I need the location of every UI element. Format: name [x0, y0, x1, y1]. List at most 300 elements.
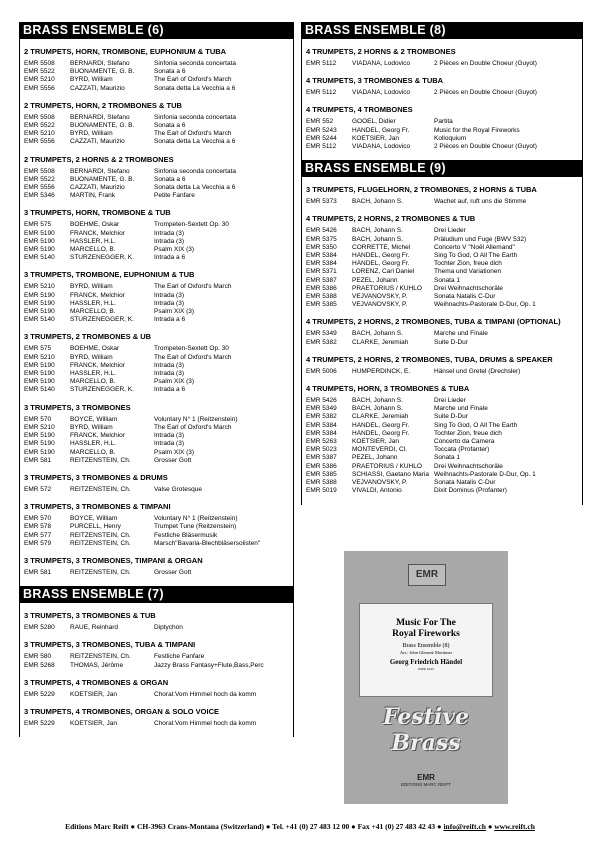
- work-title: Hänsel und Gretel (Drechsler): [434, 367, 521, 375]
- composer-name: MARCELLO, B.: [70, 448, 116, 456]
- composer-name: VIADANA, Lodovico: [352, 143, 411, 151]
- right-column: [301, 22, 583, 505]
- work-title: Wachet auf, ruft uns die Stimme: [434, 198, 527, 206]
- work-title: Intrada (3): [154, 291, 184, 299]
- section-title: 3 TRUMPETS, 3 TROMBONES & DRUMS: [24, 472, 168, 482]
- catalog-number: EMR 5556: [24, 84, 55, 92]
- catalog-number: EMR 5019: [306, 487, 337, 495]
- catalog-row: [24, 176, 289, 184]
- catalog-row: [24, 283, 289, 291]
- work-title: The Earl of Oxford's March: [154, 353, 232, 361]
- catalog-row: [24, 114, 289, 122]
- catalog-number: EMR 5210: [24, 130, 55, 138]
- catalog-number: EMR 570: [24, 515, 52, 523]
- cover-series-2: Brass: [391, 730, 461, 756]
- instrumentation-section: [20, 47, 293, 93]
- catalog-number: EMR 579: [24, 539, 52, 547]
- catalog-row: [24, 85, 289, 93]
- composer-name: BERNARDI, Stefano: [70, 60, 130, 67]
- composer-name: HÄNDEL, Georg Fr.: [352, 429, 410, 437]
- catalog-row: [306, 285, 578, 293]
- instrumentation-section: [20, 502, 293, 548]
- catalog-row: [24, 424, 289, 432]
- section-title: 3 TRUMPETS, 3 TROMBONES, TIMPANI & ORGAN: [24, 555, 203, 565]
- work-title: Diptychon: [154, 624, 183, 632]
- composer-name: GOOEL, Didier: [352, 118, 396, 126]
- catalog-row: [24, 308, 289, 316]
- composer-name: BOYCE, William: [70, 415, 118, 423]
- catalog-number: EMR 572: [24, 485, 52, 493]
- work-title: Intrada (3): [154, 361, 184, 369]
- catalog-row: [306, 405, 578, 413]
- catalog-number: EMR 5385: [306, 470, 337, 478]
- composer-name: REITZENSTEIN, Ch.: [70, 568, 131, 576]
- catalog-number: EMR 570: [24, 415, 52, 423]
- catalog-row: [306, 198, 578, 206]
- instrumentation-section: [302, 185, 582, 206]
- composer-name: STURZENEGGER, K.: [70, 386, 134, 394]
- composer-name: BYRD, William: [70, 353, 113, 361]
- footer: [0, 822, 600, 831]
- catalog-number: EMR 5556: [24, 184, 55, 192]
- composer-name: REITZENSTEIN, Ch.: [70, 539, 131, 547]
- instrumentation-section: [20, 707, 293, 728]
- catalog-row: [306, 430, 578, 438]
- catalog-number: EMR 5385: [306, 301, 337, 309]
- catalog-number: EMR 5190: [24, 299, 55, 307]
- cover-publisher-logo: [396, 773, 456, 787]
- catalog-number: EMR 5190: [24, 246, 55, 254]
- catalog-number: EMR 5349: [306, 405, 337, 413]
- cover-title-2: Royal Fireworks: [392, 629, 460, 639]
- work-title: Sonata detta La Vecchia a 6: [154, 184, 236, 192]
- section-title: 4 TRUMPETS, 2 HORNS, 2 TROMBONES, TUBA, DRUMS & SPEAKER: [306, 354, 553, 364]
- catalog-number: EMR 5210: [24, 283, 55, 291]
- cover-arranger: Arr.: John Glenesk Mortimer: [399, 650, 453, 655]
- catalog-row: [24, 624, 289, 632]
- composer-name: BACH, Johann S.: [352, 330, 403, 338]
- section-title: 3 TRUMPETS, 4 TROMBONES & ORGAN: [24, 677, 169, 687]
- section-title: 3 TRUMPETS, 3 TROMBONES & TUB: [24, 611, 156, 621]
- catalog-row: [24, 449, 289, 457]
- work-title: 2 Pièces en Double Choeur (Guyot): [434, 143, 537, 151]
- work-title: 2 Pièces en Double Choeur (Guyot): [434, 60, 537, 67]
- work-title: Sonata 1: [434, 454, 461, 462]
- ensemble-header: BRASS ENSEMBLE (7): [19, 586, 294, 603]
- catalog-row: [306, 118, 578, 126]
- work-title: Trompeten-Sextett Op. 30: [154, 345, 229, 353]
- section-title: 3 TRUMPETS, 3 TROMBONES, TUBA & TIMPANI: [24, 640, 196, 650]
- catalog-number: EMR 5386: [306, 284, 337, 292]
- footer-website-link[interactable]: www.reift.ch: [494, 822, 535, 831]
- catalog-number: EMR 5371: [306, 268, 337, 276]
- composer-name: CLARKE, Jeremiah: [352, 338, 409, 346]
- catalog-row: [306, 293, 578, 301]
- composer-name: BERNARDI, Stefano: [70, 113, 130, 121]
- work-title: Intrada (3): [154, 229, 184, 237]
- catalog-number: EMR 5190: [24, 229, 55, 237]
- cover-series-logo: [344, 704, 508, 756]
- composer-name: BOEHME, Oskar: [70, 345, 120, 353]
- instrumentation-section: [302, 47, 582, 68]
- work-title: Trumpet Tune (Reitzenstein): [154, 523, 237, 531]
- work-title: Choral:Vom Himmel hoch da komm: [154, 719, 257, 727]
- catalog-number: EMR 5382: [306, 413, 337, 421]
- left-column: [19, 22, 294, 737]
- catalog-row: [306, 397, 578, 405]
- composer-name: BACH, Johann S.: [352, 397, 403, 405]
- work-title: Marche und Finale: [434, 405, 488, 413]
- catalog-row: [24, 345, 289, 353]
- composer-name: VEJVANOVSKY, P.: [352, 301, 408, 309]
- catalog-row: [306, 135, 578, 143]
- composer-name: SCHIASSI, Gaetano Maria: [352, 470, 429, 478]
- composer-name: PEZEL, Johann: [352, 276, 398, 284]
- work-title: Sing To God, O All The Earth: [434, 252, 518, 260]
- catalog-number: EMR 578: [24, 523, 52, 531]
- composer-name: MARCELLO, B.: [70, 308, 116, 316]
- instrumentation-section: [20, 640, 293, 669]
- catalog-row: [306, 368, 578, 376]
- work-title: Präludium und Fuge (BWV 532): [434, 235, 527, 243]
- footer-email-link[interactable]: info@reift.ch: [443, 822, 486, 831]
- work-title: Grosser Gott: [154, 456, 192, 464]
- catalog-number: EMR 5375: [306, 235, 337, 243]
- section-title: 3 TRUMPETS, 2 TROMBONES & UB: [24, 332, 152, 342]
- catalog-number: EMR 5210: [24, 76, 55, 84]
- composer-name: REITZENSTEIN, Ch.: [70, 485, 131, 493]
- catalog-number: EMR 577: [24, 531, 52, 539]
- composer-name: HÄNDEL, Georg Fr.: [352, 126, 410, 134]
- composer-name: HASSLER, H.L.: [70, 237, 116, 245]
- composer-name: MARCELLO, B.: [70, 246, 116, 254]
- catalog-number: EMR 5112: [306, 89, 337, 97]
- catalog-row: [24, 457, 289, 465]
- ensemble-block: [19, 22, 294, 586]
- section-title: 3 TRUMPETS, 4 TROMBONES, ORGAN & SOLO VOICE: [24, 706, 220, 716]
- composer-name: MARCELLO, B.: [70, 378, 116, 386]
- catalog-number: EMR 5426: [306, 227, 337, 235]
- composer-name: STURZENEGGER, K.: [70, 254, 134, 262]
- catalog-row: [24, 532, 289, 540]
- composer-name: KOETSIER, Jan: [352, 134, 399, 142]
- catalog-row: [306, 330, 578, 338]
- catalog-number: EMR 5190: [24, 361, 55, 369]
- catalog-number: EMR 5268: [24, 661, 55, 669]
- block-spacer: [20, 577, 293, 586]
- work-title: Intrada (3): [154, 370, 184, 378]
- work-title: Valse Grotesque: [154, 485, 202, 493]
- catalog-number: EMR 5522: [24, 122, 55, 130]
- catalog-row: [24, 370, 289, 378]
- composer-name: BOYCE, William: [70, 515, 118, 523]
- catalog-number: EMR 5112: [306, 143, 337, 151]
- ensemble-header: BRASS ENSEMBLE (8): [301, 22, 583, 39]
- work-title: Intrada (3): [154, 432, 184, 440]
- composer-name: HÄNDEL, Georg Fr.: [352, 260, 410, 268]
- catalog-number: EMR 5522: [24, 68, 55, 76]
- work-title: Intrada (3): [154, 237, 184, 245]
- work-title: Suite D-Dur: [434, 413, 468, 421]
- catalog-row: [24, 523, 289, 531]
- composer-name: THOMAS, Jérôme: [70, 661, 124, 669]
- catalog-number: EMR 581: [24, 568, 52, 576]
- instrumentation-section: [302, 76, 582, 97]
- work-title: Psalm XIX (3): [154, 378, 195, 386]
- section-title: 4 TRUMPETS, 4 TROMBONES: [306, 105, 413, 115]
- composer-name: BOEHME, Oskar: [70, 221, 120, 229]
- catalog-number: EMR 5387: [306, 276, 337, 284]
- ensemble-header: BRASS ENSEMBLE (9): [301, 160, 583, 177]
- catalog-number: EMR 5522: [24, 175, 55, 183]
- ensemble-block: [301, 160, 583, 504]
- catalog-row: [306, 438, 578, 446]
- instrumentation-section: [20, 155, 293, 201]
- work-title: Sinfonia seconda concertata: [154, 60, 237, 67]
- work-title: Sonata detta La Vecchia a 6: [154, 138, 236, 146]
- composer-name: FRANCK, Melchior: [70, 361, 125, 369]
- catalog-row: [24, 378, 289, 386]
- composer-name: CAZZATI, Maurizio: [70, 84, 125, 92]
- catalog-row: [306, 227, 578, 235]
- catalog-number: EMR 5346: [24, 192, 55, 200]
- work-title: The Earl of Oxford's March: [154, 130, 232, 138]
- composer-name: REITZENSTEIN, Ch.: [70, 531, 131, 539]
- work-title: Psalm XIX (3): [154, 308, 195, 316]
- composer-name: PURCELL, Henry: [70, 523, 121, 531]
- composer-name: BERNARDI, Stefano: [70, 167, 130, 175]
- composer-name: REITZENSTEIN, Ch.: [70, 456, 131, 464]
- catalog-number: EMR 5190: [24, 237, 55, 245]
- work-title: Sonata Natalis C-Dur: [434, 293, 496, 301]
- catalog-row: [24, 230, 289, 238]
- catalog-row: [24, 138, 289, 146]
- work-title: Toccata (Profanter): [434, 446, 490, 454]
- footer-address: Editions Marc Reift ● CH-3963 Crans-Montana (Switzerland) ● Tel. +41 (0) 27 483 12 00 ● Fax +41 (0) 27 483 42 43 ●: [65, 822, 444, 831]
- catalog-row: [24, 68, 289, 76]
- catalog-row: [306, 446, 578, 454]
- work-title: Partita: [434, 118, 453, 126]
- composer-name: PRAETORIUS / KUHLO: [352, 462, 422, 470]
- work-title: Dixit Dominus (Profanter): [434, 487, 507, 495]
- section-title: 3 TRUMPETS, FLUGELHORN, 2 TROMBONES, 2 HORNS & TUBA: [306, 185, 537, 195]
- catalog-number: EMR 5384: [306, 260, 337, 268]
- catalog-row: [24, 292, 289, 300]
- work-title: Intrada (3): [154, 440, 184, 448]
- work-title: Petite Fanfare: [154, 192, 195, 200]
- catalog-row: [24, 300, 289, 308]
- catalog-row: [24, 569, 289, 577]
- composer-name: CORRETTE, Michel: [352, 243, 411, 251]
- catalog-row: [306, 89, 578, 97]
- catalog-number: EMR 5384: [306, 421, 337, 429]
- composer-name: HUMPERDINCK, E.: [352, 367, 411, 375]
- cover-image: [344, 551, 508, 804]
- composer-name: CAZZATI, Maurizio: [70, 138, 125, 146]
- catalog-row: [24, 168, 289, 176]
- work-title: Sing To God, O All The Earth: [434, 421, 518, 429]
- composer-name: BUONAMENTE, G. B.: [70, 122, 135, 130]
- instrumentation-section: [302, 214, 582, 309]
- catalog-row: [24, 60, 289, 68]
- catalog-number: EMR 581: [24, 456, 52, 464]
- work-title: Drei Weihnachtschoräle: [434, 462, 503, 470]
- catalog-number: EMR 5190: [24, 378, 55, 386]
- composer-name: LORENZ, Carl Daniel: [352, 268, 415, 276]
- work-title: Sonata a 6: [154, 68, 186, 76]
- section-title: 2 TRUMPETS, 2 HORNS & 2 TROMBONES: [24, 154, 174, 164]
- work-title: Music for the Royal Fireworks: [434, 126, 520, 134]
- catalog-row: [306, 339, 578, 347]
- work-title: Sonata a 6: [154, 175, 186, 183]
- work-title: Weihnachts-Pastorale D-Dur, Op. 1: [434, 470, 536, 478]
- instrumentation-section: [20, 270, 293, 324]
- catalog-row: [306, 143, 578, 151]
- instrumentation-section: [20, 332, 293, 394]
- catalog-number: EMR 5190: [24, 448, 55, 456]
- composer-name: MARTIN, Frank: [70, 192, 116, 200]
- catalog-row: [306, 413, 578, 421]
- catalog-row: [24, 246, 289, 254]
- cover-publisher-mark: EMR: [417, 773, 435, 782]
- work-title: Trompeten-Sextett Op. 30: [154, 221, 229, 229]
- section-title: 4 TRUMPETS, 3 TROMBONES & TUBA: [306, 76, 444, 86]
- work-title: Choral:Vom Himmel hoch da komm: [154, 690, 257, 698]
- composer-name: RAUE, Reinhard: [70, 624, 119, 632]
- catalog-row: [24, 221, 289, 229]
- catalog-row: [24, 662, 289, 670]
- instrumentation-section: [20, 556, 293, 577]
- work-title: Marsch"Bavaria-Blechbläsersolisten": [154, 539, 261, 547]
- catalog-number: EMR 5190: [24, 440, 55, 448]
- composer-name: HÄNDEL, Georg Fr.: [352, 421, 410, 429]
- ensemble-header: BRASS ENSEMBLE (6): [19, 22, 294, 39]
- work-title: Grosser Gott: [154, 568, 192, 576]
- catalog-number: EMR 5426: [306, 397, 337, 405]
- composer-name: KOETSIER, Jan: [70, 719, 117, 727]
- catalog-row: [306, 454, 578, 462]
- work-title: The Earl of Oxford's March: [154, 76, 232, 84]
- composer-name: FRANCK, Melchior: [70, 432, 125, 440]
- catalog-row: [24, 192, 289, 200]
- catalog-number: EMR 552: [306, 118, 334, 126]
- composer-name: VEJVANOVSKY, P.: [352, 479, 408, 487]
- catalog-number: EMR 5388: [306, 479, 337, 487]
- work-title: Voluntary N° 1 (Reitzenstein): [154, 415, 238, 423]
- work-title: Sonata detta La Vecchia a 6: [154, 84, 236, 92]
- work-title: Festliche Bläsermusik: [154, 531, 218, 539]
- catalog-number: EMR 5190: [24, 291, 55, 299]
- composer-name: HASSLER, H.L.: [70, 299, 116, 307]
- section-title: 2 TRUMPETS, HORN, 2 TROMBONES & TUB: [24, 100, 182, 110]
- work-title: Drei Weihnachtschoräle: [434, 284, 503, 292]
- composer-name: KOETSIER, Jan: [352, 438, 399, 446]
- catalog-number: EMR 5263: [306, 438, 337, 446]
- catalog-row: [306, 260, 578, 268]
- instrumentation-section: [302, 355, 582, 376]
- composer-name: BYRD, William: [70, 76, 113, 84]
- work-title: Sinfonia seconda concertata: [154, 167, 237, 175]
- instrumentation-section: [20, 403, 293, 465]
- catalog-number: EMR 580: [24, 653, 52, 661]
- catalog-number: EMR 5556: [24, 138, 55, 146]
- work-title: 2 Pièces en Double Choeur (Guyot): [434, 89, 537, 97]
- catalog-number: EMR 5280: [24, 624, 55, 632]
- work-title: The Earl of Oxford's March: [154, 423, 232, 431]
- catalog-number: EMR 5382: [306, 338, 337, 346]
- catalog-number: EMR 5349: [306, 330, 337, 338]
- composer-name: PEZEL, Johann: [352, 454, 398, 462]
- section-title: 2 TRUMPETS, HORN, TROMBONE, EUPHONIUM & TUBA: [24, 47, 227, 56]
- work-title: Drei Lieder: [434, 227, 466, 235]
- catalog-row: [306, 127, 578, 135]
- catalog-row: [306, 422, 578, 430]
- work-title: Thema und Variationen: [434, 268, 502, 276]
- catalog-number: EMR 5140: [24, 254, 55, 262]
- catalog-number: EMR 5243: [306, 126, 337, 134]
- composer-name: VIADANA, Lodovico: [352, 89, 411, 97]
- catalog-row: [306, 471, 578, 479]
- catalog-row: [24, 316, 289, 324]
- catalog-number: EMR 5210: [24, 353, 55, 361]
- section-title: 4 TRUMPETS, 2 HORNS & 2 TROMBONES: [306, 47, 456, 56]
- catalog-row: [24, 540, 289, 548]
- cover-emr-logo: EMR: [408, 564, 446, 586]
- cover-code: EMR 5243: [418, 667, 434, 671]
- composer-name: VIVALDI, Antonio: [352, 487, 402, 495]
- catalog-number: EMR 5388: [306, 293, 337, 301]
- catalog-row: [306, 60, 578, 68]
- section-title: 4 TRUMPETS, 2 HORNS, 2 TROMBONES & TUB: [306, 214, 476, 224]
- catalog-number: EMR 575: [24, 221, 52, 229]
- catalog-row: [306, 268, 578, 276]
- catalog-number: EMR 5112: [306, 60, 337, 67]
- catalog-number: EMR 5508: [24, 113, 55, 121]
- section-title: 3 TRUMPETS, 3 TROMBONES: [24, 402, 131, 412]
- catalog-number: EMR 5190: [24, 432, 55, 440]
- instrumentation-section: [20, 208, 293, 262]
- catalog-number: EMR 5387: [306, 454, 337, 462]
- section-title: 4 TRUMPETS, 2 HORNS, 2 TROMBONES, TUBA & TIMPANI (OPTIONAL): [306, 317, 561, 327]
- catalog-number: EMR 5229: [24, 690, 55, 698]
- composer-name: BYRD, William: [70, 130, 113, 138]
- composer-name: VEJVANOVSKY, P.: [352, 293, 408, 301]
- ensemble-block: [19, 586, 294, 737]
- section-title: 4 TRUMPETS, HORN, 3 TROMBONES & TUBA: [306, 384, 470, 394]
- catalog-number: EMR 5229: [24, 719, 55, 727]
- work-title: Sonata a 6: [154, 122, 186, 130]
- catalog-row: [306, 244, 578, 252]
- catalog-number: EMR 5386: [306, 462, 337, 470]
- catalog-number: EMR 5006: [306, 367, 337, 375]
- catalog-row: [24, 386, 289, 394]
- composer-name: BACH, Johann S.: [352, 198, 403, 206]
- cover-title-plate: [359, 603, 493, 697]
- cover-subtitle: Brass Ensemble (8): [402, 643, 450, 649]
- cover-publisher-name: EDITIONS MARC REIFT: [400, 782, 451, 787]
- catalog-row: [306, 487, 578, 495]
- work-title: Sonata 1: [434, 276, 461, 284]
- catalog-number: EMR 5023: [306, 446, 337, 454]
- catalog-row: [24, 130, 289, 138]
- composer-name: CLARKE, Jeremiah: [352, 413, 409, 421]
- catalog-row: [24, 720, 289, 728]
- catalog-number: EMR 5190: [24, 308, 55, 316]
- catalog-row: [306, 277, 578, 285]
- composer-name: HASSLER, H.L.: [70, 440, 116, 448]
- catalog-row: [24, 653, 289, 661]
- instrumentation-section: [302, 105, 582, 151]
